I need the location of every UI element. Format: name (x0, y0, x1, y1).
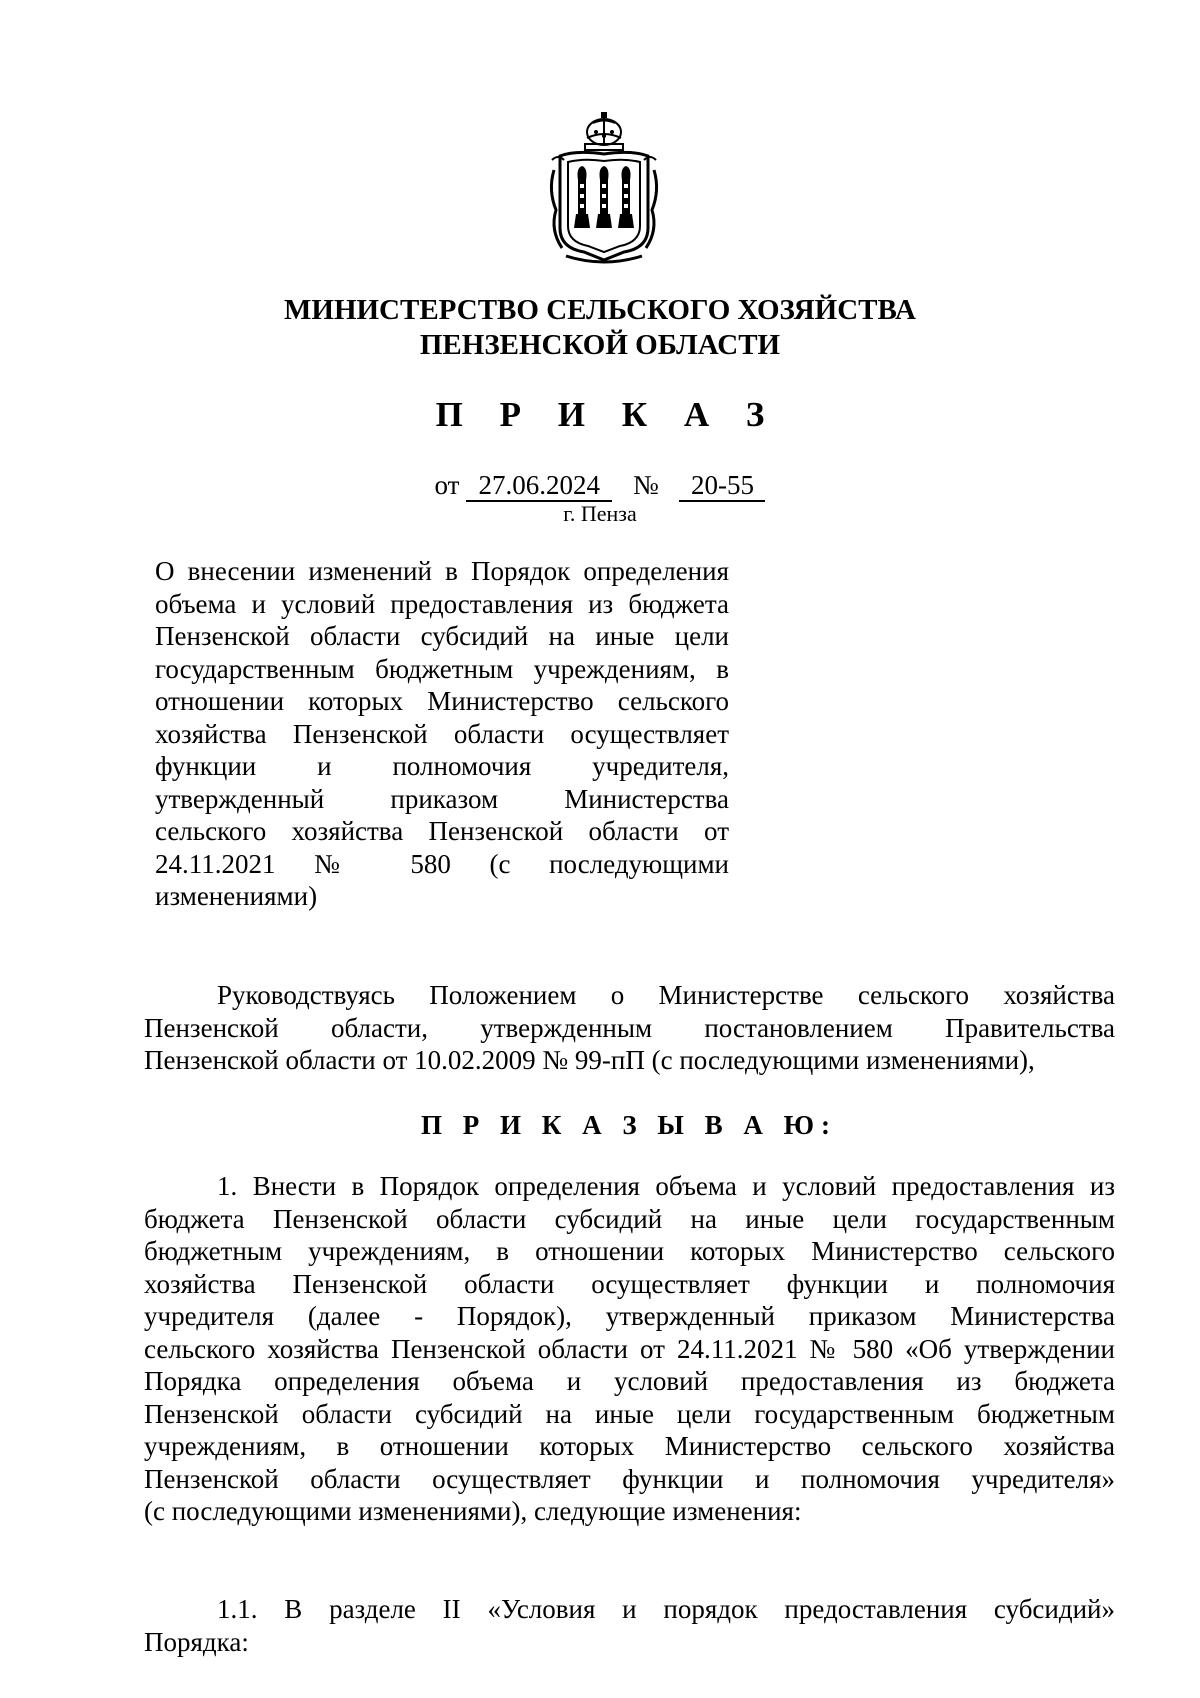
item1-line: Пензенской области субсидий на иные цели государственным бюджетным (144, 1398, 1115, 1429)
date-prefix: от (434, 470, 460, 500)
item1-line: бюджета Пензенской области субсидий на иные цели государственным (144, 1203, 1115, 1234)
item1-1-line: Порядка: (144, 1626, 249, 1657)
ministry-name (0, 293, 1200, 363)
item1-line: (с последующими изменениями), следующие изменения: (144, 1496, 802, 1526)
subject-line: сельского хозяйства Пензенской области от (155, 816, 729, 846)
order-verb-heading: П Р И К А З Ы В А Ю: (421, 1110, 837, 1140)
item1-1-line: 1.1. В разделе II «Условия и порядок предоставления субсидий» (217, 1594, 1115, 1624)
subject-line: изменениями) (155, 881, 318, 911)
subject-line: О внесении изменений в Порядок определения (155, 556, 729, 586)
item1-line: бюджетным учреждениям, в отношении которых Министерство сельского (144, 1236, 1115, 1266)
item1-line: сельского хозяйства Пензенской области от 24.11.2021 № 580 «Об утверждении (144, 1333, 1115, 1364)
ministry-name-line2: ПЕНЗЕНСКОЙ ОБЛАСТИ (419, 329, 781, 361)
subject-line: отношении которых Министерство сельского (155, 686, 729, 716)
ministry-name-line1: МИНИСТЕРСТВО СЕЛЬСКОГО ХОЗЯЙСТВА (284, 294, 916, 326)
item1-line: Порядка определения объема и условий предоставления из бюджета (144, 1366, 1115, 1396)
penza-coat-of-arms-icon (546, 110, 662, 270)
order-number: 20-55 (679, 470, 765, 502)
subject-line: хозяйства Пензенской области осуществляет (155, 718, 729, 749)
item1-line: учредителя (далее - Порядок), утвержденный приказом Министерства (144, 1301, 1115, 1331)
order-item-1 (144, 1170, 1115, 1528)
date-number-line (0, 470, 1200, 502)
subject-line: объема и условий предоставления из бюджета (155, 588, 729, 619)
subject-line: Пензенской области субсидий на иные цели (155, 621, 729, 651)
subject-line: функции и полномочия учредителя, (155, 751, 729, 781)
item1-line: хозяйства Пензенской области осуществляет функции и полномочия (144, 1268, 1115, 1299)
city-label: г. Пенза (563, 501, 637, 526)
subject-line: утвержденный приказом Министерства (155, 783, 729, 814)
subject-line: 24.11.2021 № 580 (с последующими (155, 848, 729, 879)
preamble-line: Руководствуясь Положением о Министерстве сельского хозяйства (217, 980, 1115, 1010)
item1-line: Пензенской области осуществляет функции и полномочия учредителя» (144, 1463, 1115, 1494)
order-item-1-1 (144, 1593, 1115, 1658)
number-sign: № (632, 470, 659, 500)
subject-line: государственным бюджетным учреждениям, в (155, 653, 729, 684)
item1-line: учреждениям, в отношении которых Министерство сельского хозяйства (144, 1431, 1115, 1461)
preamble-paragraph (144, 979, 1115, 1077)
order-subject (155, 555, 729, 913)
preamble-line: Пензенской области от 10.02.2009 № 99-пП (с последующими изменениями), (144, 1045, 1035, 1075)
item1-line: 1. Внести в Порядок определения объема и условий предоставления из (217, 1171, 1115, 1201)
order-date: 27.06.2024 (466, 470, 612, 502)
preamble-line: Пензенской области, утвержденным постановлением Правительства (144, 1012, 1115, 1043)
document-type-title: П Р И К А З (435, 395, 779, 434)
